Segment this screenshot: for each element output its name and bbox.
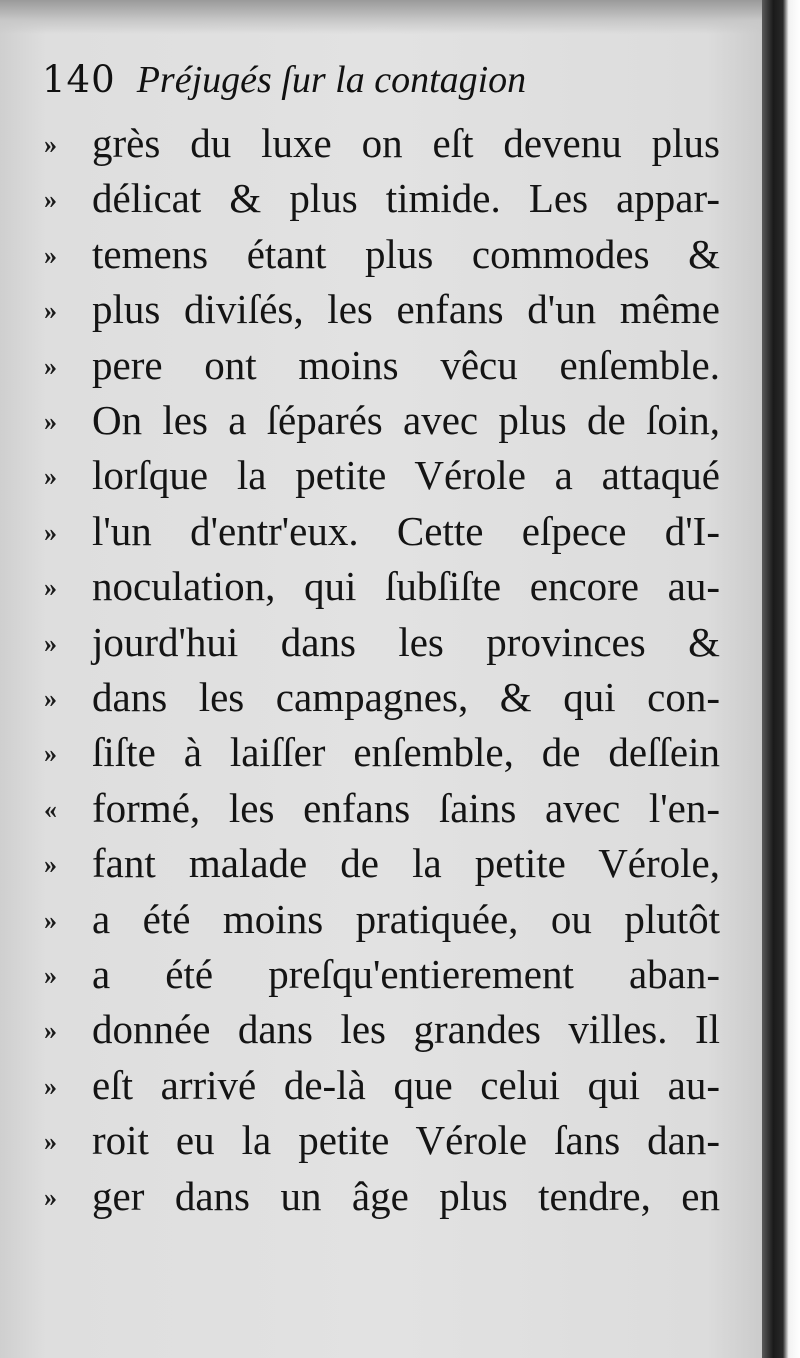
quote-marker: » <box>44 573 57 603</box>
text-line <box>0 116 762 172</box>
text-line <box>0 725 762 781</box>
text-line <box>0 1058 762 1114</box>
quote-marker: » <box>44 1127 57 1157</box>
quote-marker: » <box>44 462 57 492</box>
line-text: formé, les enfans ſains avec l'en- <box>92 784 720 831</box>
line-text: eſt arrivé de-là que celui qui au- <box>92 1061 720 1108</box>
book-gutter <box>762 0 800 1358</box>
quote-marker: » <box>44 240 57 270</box>
text-line <box>0 171 762 227</box>
text-line <box>0 559 762 615</box>
line-text: temens étant plus commodes & <box>92 230 720 277</box>
line-text: l'un d'entr'eux. Cette eſpece d'I- <box>92 507 720 554</box>
page-header <box>42 58 526 108</box>
text-line <box>0 1002 762 1058</box>
text-line <box>0 836 762 892</box>
line-text: jourd'hui dans les provinces & <box>92 618 720 665</box>
line-text: dans les campagnes, & qui con- <box>92 674 720 720</box>
line-text: ger dans un âge plus tendre, en <box>92 1172 720 1219</box>
line-text: lorſque la petite Vérole a attaqué <box>92 452 720 499</box>
line-text: ſiſte à laiſſer enſemble, de deſſein <box>92 729 720 776</box>
quote-marker: » <box>44 739 57 769</box>
text-line <box>0 615 762 671</box>
line-text: roit eu la petite Vérole ſans dan- <box>92 1117 720 1164</box>
page-number: 140 <box>42 58 116 101</box>
text-line <box>0 1113 762 1169</box>
line-text: a été preſqu'entierement aban- <box>92 951 720 997</box>
text-line <box>0 282 762 338</box>
text-line <box>0 781 762 837</box>
text-line <box>0 227 762 283</box>
line-text: pere ont moins vêcu enſemble. <box>92 341 720 388</box>
quote-marker: » <box>44 961 57 990</box>
page-top-shadow <box>0 0 768 34</box>
line-text: a été moins pratiquée, ou plutôt <box>92 895 720 942</box>
quote-marker: » <box>44 185 57 215</box>
quote-marker: » <box>44 130 57 159</box>
quote-marker: » <box>44 1071 57 1101</box>
quote-marker: » <box>44 517 57 547</box>
text-line <box>0 338 762 394</box>
text-line <box>0 448 762 504</box>
quote-marker: » <box>44 905 57 935</box>
line-text: fant malade de la petite Vérole, <box>92 840 720 887</box>
quote-marker: » <box>44 407 57 436</box>
line-text: On les a ſéparés avec plus de ſoin, <box>92 397 720 443</box>
quote-marker: » <box>44 850 57 880</box>
text-line <box>0 1169 762 1225</box>
quote-marker: » <box>44 1182 57 1212</box>
text-line <box>0 504 762 560</box>
text-line <box>0 393 762 449</box>
quote-marker: » <box>44 351 57 381</box>
quote-marker: « <box>44 794 57 824</box>
line-text: donnée dans les grandes villes. Il <box>92 1006 720 1053</box>
text-line <box>0 947 762 1003</box>
line-text: grès du luxe on eſt devenu plus <box>92 120 720 166</box>
quote-marker: » <box>44 296 57 326</box>
quote-marker: » <box>44 628 57 658</box>
line-text: délicat & plus timide. Les appar- <box>92 175 720 222</box>
line-text: plus diviſés, les enfans d'un même <box>92 286 720 333</box>
line-text: noculation, qui ſubſiſte encore au- <box>92 563 720 610</box>
text-line <box>0 670 762 726</box>
text-line <box>0 892 762 948</box>
running-title: Préjugés ſur la contagion <box>136 59 527 101</box>
quote-marker: » <box>44 684 57 713</box>
quote-marker: » <box>44 1016 57 1046</box>
